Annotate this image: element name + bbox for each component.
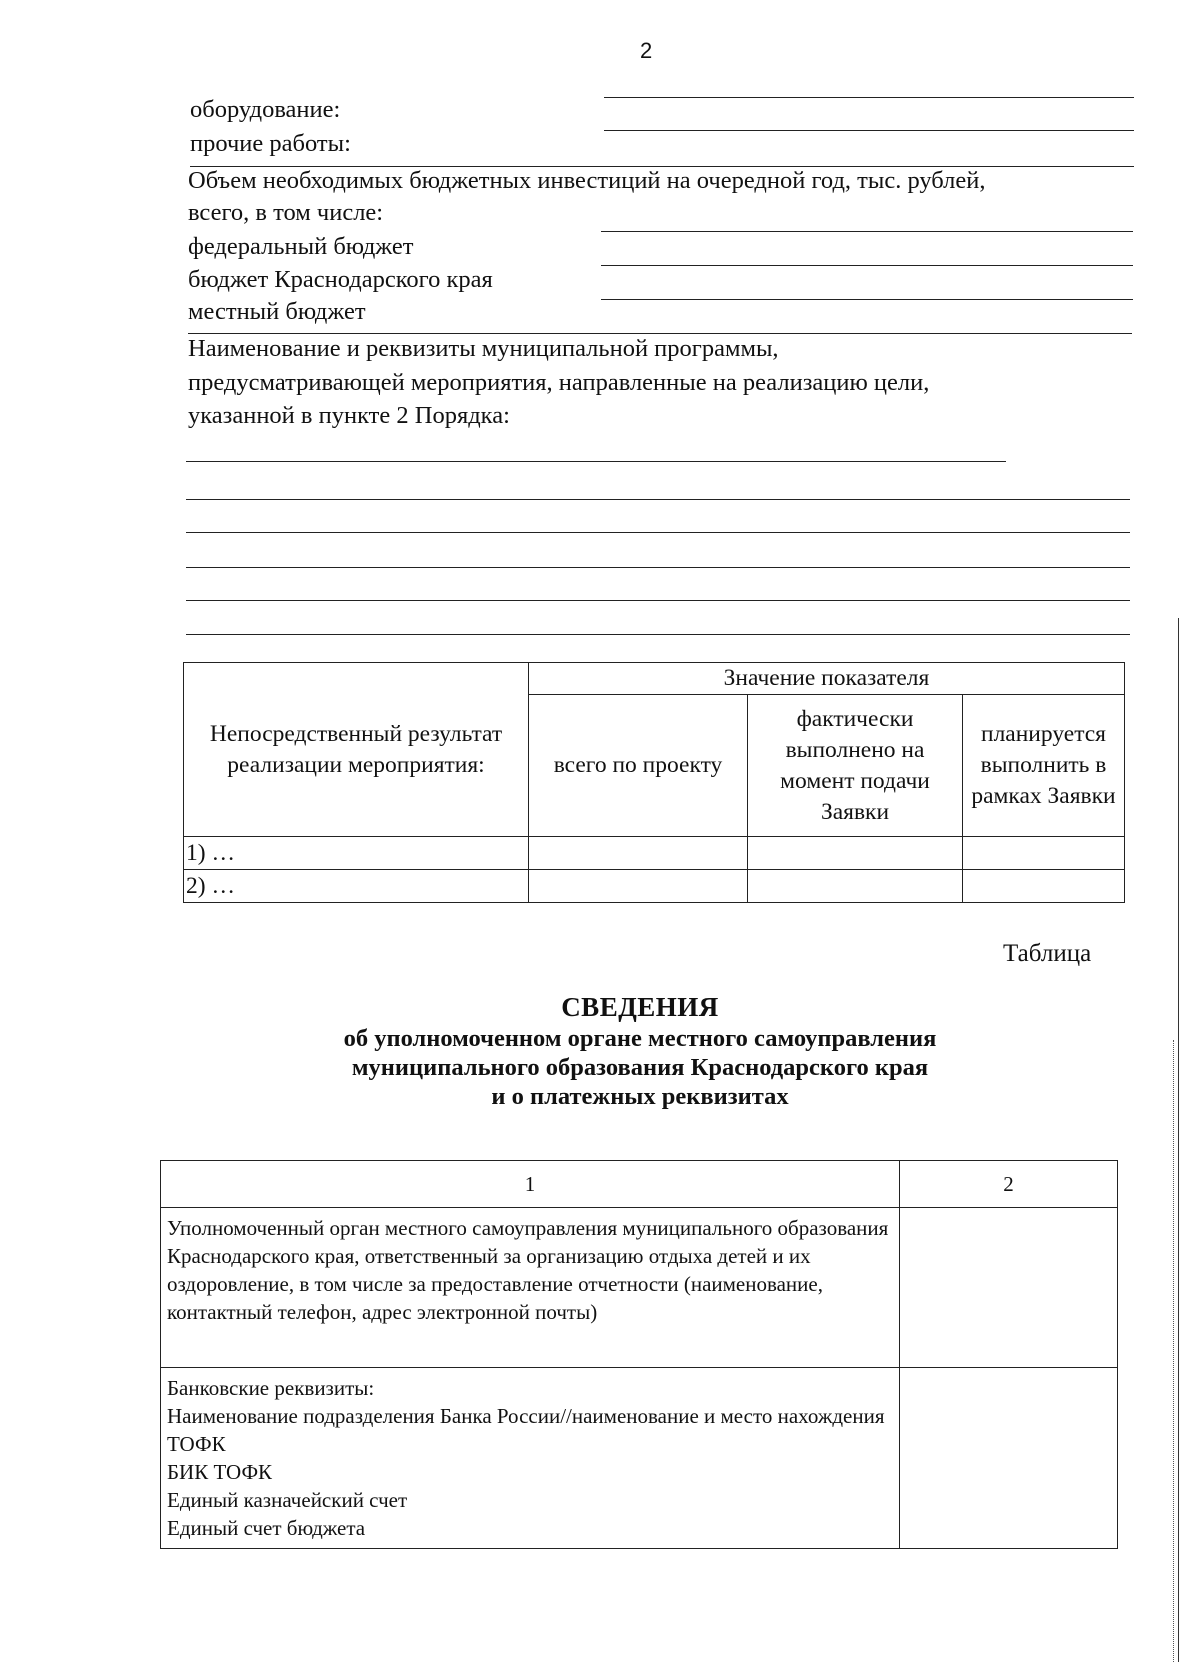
result-row-planned[interactable] bbox=[963, 837, 1125, 870]
scan-edge-line bbox=[1178, 618, 1179, 1662]
result-header-cell: Непосредственный результат реализации мероприятия: bbox=[184, 663, 529, 837]
program-field-line-6[interactable] bbox=[186, 634, 1130, 635]
result-row-total[interactable] bbox=[529, 870, 748, 903]
info-authority-value[interactable] bbox=[900, 1208, 1118, 1368]
other-works-label: прочие работы: bbox=[190, 130, 351, 157]
result-row-actual[interactable] bbox=[748, 837, 963, 870]
result-row-actual[interactable] bbox=[748, 870, 963, 903]
program-title-line2: предусматривающей мероприятия, направленные на реализацию цели, bbox=[188, 369, 930, 396]
col-actual-cell: фактически выполнено на момент подачи Заявки bbox=[748, 695, 963, 837]
info-authority-cell: Уполномоченный орган местного самоуправления муниципального образования Краснодарского края, ответственный за организацию отдыха детей и их оздоровление, в том числе за предоставление отчетности (наименование, контактный телефон, адрес электронной почты) bbox=[161, 1208, 900, 1368]
program-title-line3: указанной в пункте 2 Порядка: bbox=[188, 402, 510, 429]
info-table bbox=[160, 1160, 1118, 1549]
section-title bbox=[200, 990, 1080, 1111]
bank-line: Наименование подразделения Банка России//наименование и место нахождения ТОФК bbox=[167, 1404, 885, 1456]
regional-budget-label: бюджет Краснодарского края bbox=[188, 266, 493, 293]
info-bank-cell bbox=[161, 1368, 900, 1549]
bank-line: Единый казначейский счет bbox=[167, 1488, 408, 1512]
page-number: 2 bbox=[640, 38, 653, 63]
budget-title-line1: Объем необходимых бюджетных инвестиций на очередной год, тыс. рублей, bbox=[188, 167, 986, 194]
bank-title: Банковские реквизиты: bbox=[167, 1376, 375, 1400]
program-field-line-2[interactable] bbox=[186, 499, 1130, 500]
program-field-line-1[interactable] bbox=[186, 461, 1006, 462]
program-field-line-3[interactable] bbox=[186, 532, 1130, 533]
result-row-planned[interactable] bbox=[963, 870, 1125, 903]
result-row-label: 2) … bbox=[184, 870, 529, 903]
col-planned-cell: планируется выполнить в рамках Заявки bbox=[963, 695, 1125, 837]
bank-line: Единый счет бюджета bbox=[167, 1516, 366, 1540]
equipment-label: оборудование: bbox=[190, 96, 341, 123]
budget-title-line2: всего, в том числе: bbox=[188, 199, 384, 226]
title-line1: СВЕДЕНИЯ bbox=[561, 992, 719, 1022]
info-col2-header: 2 bbox=[900, 1161, 1118, 1208]
scan-edge-dotted bbox=[1173, 1040, 1174, 1662]
title-line4: и о платежных реквизитах bbox=[491, 1083, 789, 1110]
federal-budget-label: федеральный бюджет bbox=[188, 233, 414, 260]
title-line2: об уполномоченном органе местного самоуправления bbox=[343, 1025, 937, 1052]
result-row-total[interactable] bbox=[529, 837, 748, 870]
equipment-field-line-top bbox=[604, 97, 1134, 98]
value-header-cell: Значение показателя bbox=[529, 663, 1125, 695]
local-budget-field-line[interactable] bbox=[188, 333, 1132, 334]
info-col1-header: 1 bbox=[161, 1161, 900, 1208]
budget-total-field-line[interactable] bbox=[601, 231, 1133, 232]
info-bank-value[interactable] bbox=[900, 1368, 1118, 1549]
table-label: Таблица bbox=[1003, 940, 1092, 967]
equipment-field-line[interactable] bbox=[604, 130, 1134, 131]
regional-budget-field-line[interactable] bbox=[601, 299, 1133, 300]
result-table bbox=[183, 662, 1125, 903]
local-budget-label: местный бюджет bbox=[188, 298, 366, 325]
program-field-line-4[interactable] bbox=[186, 567, 1130, 568]
bank-line: БИК ТОФК bbox=[167, 1460, 273, 1484]
program-field-line-5[interactable] bbox=[186, 600, 1130, 601]
federal-budget-field-line[interactable] bbox=[601, 265, 1133, 266]
col-total-cell: всего по проекту bbox=[529, 695, 748, 837]
title-line3: муниципального образования Краснодарского края bbox=[351, 1054, 929, 1081]
program-title-line1: Наименование и реквизиты муниципальной программы, bbox=[188, 335, 779, 362]
result-row-label: 1) … bbox=[184, 837, 529, 870]
